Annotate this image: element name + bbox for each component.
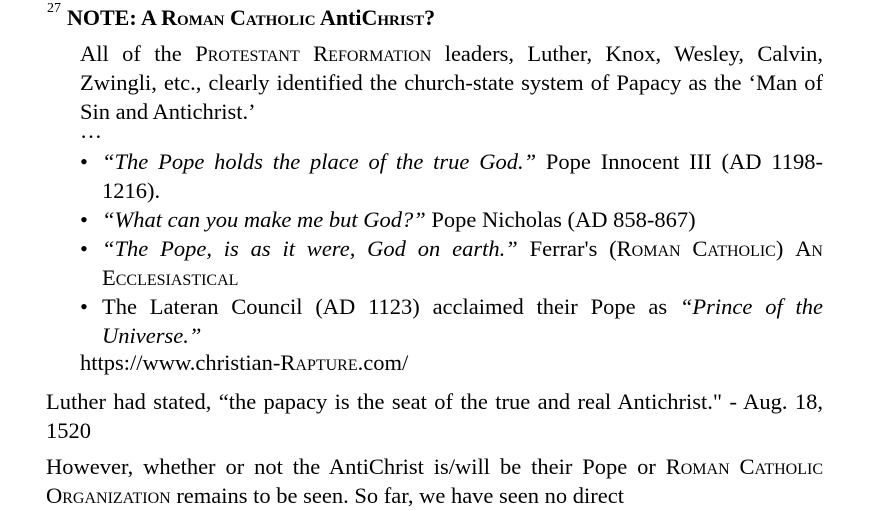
bullet-icon: •: [80, 207, 88, 232]
luther-paragraph: Luther had stated, “the papacy is the seat of the true and real Antichrist." - Aug. 18, 1520: [46, 389, 823, 443]
intro-text-1: All of the: [80, 41, 196, 66]
url-part-2: .com/: [357, 350, 409, 375]
quote-source-ecclesiastical: An Ecclesiastical: [102, 236, 823, 290]
quote-text: “Prince of the Universe.”: [102, 294, 823, 348]
closing-paragraph: [46, 452, 823, 510]
note-heading: [67, 3, 435, 33]
quote-text: “What can you make me but God?”: [102, 207, 426, 232]
bullet-icon: •: [80, 236, 88, 261]
intro-protestant-reformation: Protestant Reformation: [195, 41, 432, 66]
url-part-1: https://www.christian-: [80, 350, 281, 375]
heading-prefix: NOTE: A: [67, 5, 162, 30]
quote-source-a: Ferrar's (: [517, 236, 617, 261]
intro-paragraph: [80, 39, 823, 126]
closing-text-1: However, whether or not the AntiChrist is/will be their Pope or: [46, 454, 666, 479]
heading-christ: Christ: [361, 5, 425, 30]
bullet-icon: •: [80, 149, 88, 174]
quote-text: “The Pope holds the place of the true God.”: [102, 149, 537, 174]
quote-source: Pope Nicholas (AD 858-867): [425, 207, 696, 232]
list-item: [80, 205, 823, 234]
source-url: [80, 348, 408, 377]
footnote-number: 27: [47, 1, 61, 16]
closing-text-2: remains to be seen. So far, we have seen no direct: [170, 483, 624, 508]
quote-text: “The Pope, is as it were, God on earth.”: [102, 236, 518, 261]
heading-anti: Anti: [315, 5, 362, 30]
heading-suffix: ?: [424, 5, 436, 30]
closing-roman-catholic-org: Roman Catholic Organization: [46, 454, 823, 508]
url-rapture: Rapture: [280, 350, 358, 375]
list-item: [80, 147, 823, 205]
ellipsis: …: [80, 118, 102, 143]
quote-source-b: ): [775, 236, 796, 261]
list-item: [80, 292, 823, 350]
list-item: [80, 234, 823, 292]
list-text: The Lateran Council (AD 1123) acclaimed their Pope as: [102, 294, 680, 319]
quote-list: [80, 147, 823, 350]
quote-source-roman-catholic: Roman Catholic: [616, 236, 776, 261]
bullet-icon: •: [80, 294, 88, 319]
quote-source: Pope Innocent III (AD 1198-1216).: [102, 149, 823, 203]
heading-roman-catholic: Roman Catholic: [161, 5, 316, 30]
intro-text-2: leaders, Luther, Knox, Wesley, Calvin, Zwingli, etc., clearly identified the church-state system of Papacy as the ‘Man of Sin and Antichrist.’: [80, 41, 824, 124]
